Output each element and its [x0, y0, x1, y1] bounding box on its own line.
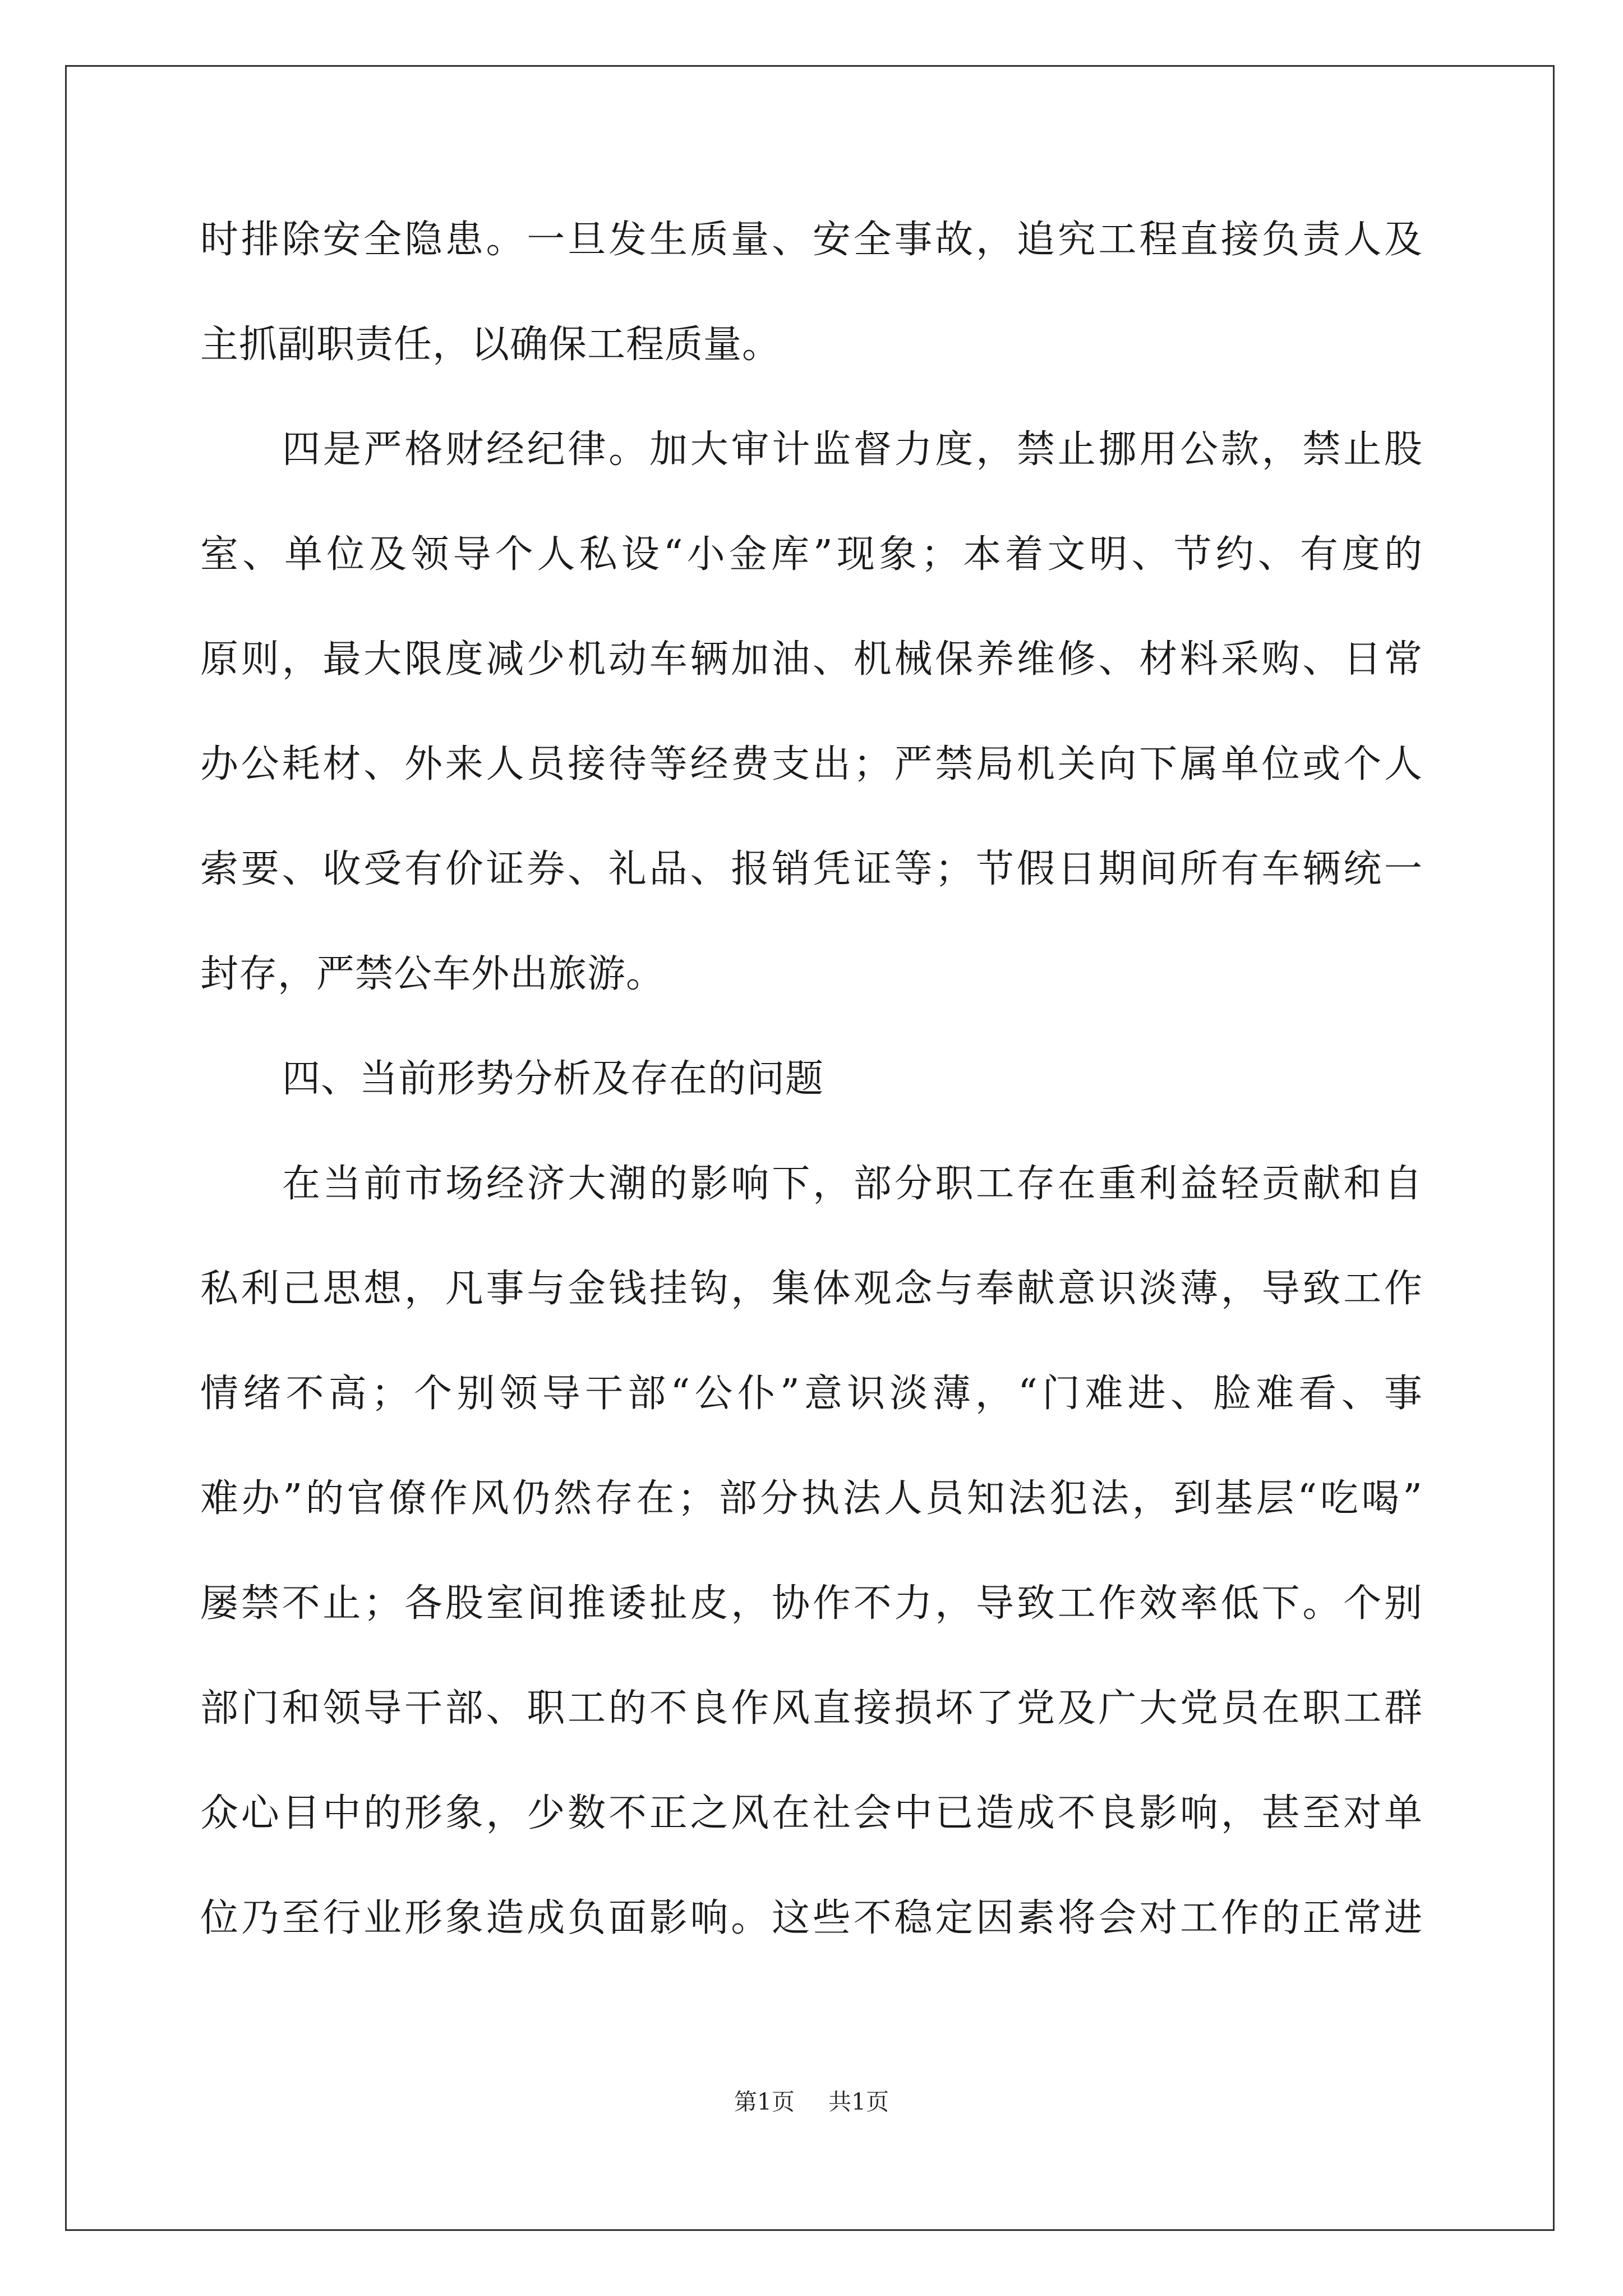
- document-body: [200, 212, 1423, 1995]
- text-line: 索要、收受有价证券、礼品、报销凭证等；节假日期间所有车辆统一: [200, 847, 1423, 891]
- paragraph-start-line: 在当前市场经济大潮的影响下，部分职工存在重利益轻贡献和自: [282, 1162, 1423, 1206]
- paragraph-start-line: 四是严格财经纪律。加大审计监督力度，禁止挪用公款，禁止股: [282, 427, 1423, 472]
- text-line: 部门和领导干部、职工的不良作风直接损坏了党及广大党员在职工群: [200, 1686, 1423, 1731]
- text-line: 私利己思想，凡事与金钱挂钩，集体观念与奉献意识淡薄，导致工作: [200, 1267, 1423, 1311]
- text-line: 众心目中的形象，少数不正之风在社会中已造成不良影响，甚至对单: [200, 1791, 1423, 1835]
- text-line: 位乃至行业形象造成负面影响。这些不稳定因素将会对工作的正常进: [200, 1896, 1423, 1940]
- text-line: 屡禁不止；各股室间推诿扯皮，协作不力，导致工作效率低下。个别: [200, 1581, 1423, 1626]
- text-line: 难办”的官僚作风仍然存在；部分执法人员知法犯法，到基层“吃喝”: [200, 1476, 1423, 1521]
- page-number: 第1页: [734, 2088, 795, 2115]
- text-line: 时排除安全隐患。一旦发生质量、安全事故，追究工程直接负责人及: [200, 218, 1423, 262]
- text-line: 办公耗材、外来人员接待等经费支出；严禁局机关向下属单位或个人: [200, 742, 1423, 786]
- text-line: 主抓副职责任，以确保工程质量。: [200, 323, 781, 367]
- page-footer: [0, 2088, 1623, 2116]
- text-line: 情绪不高；个别领导干部“公仆”意识淡薄，“门难进、脸难看、事: [200, 1372, 1423, 1416]
- text-line: 封存，严禁公车外出旅游。: [200, 952, 665, 996]
- page-count: 共1页: [828, 2088, 889, 2115]
- section-heading: 四、当前形势分析及存在的问题: [282, 1057, 824, 1101]
- text-line: 原则，最大限度减少机动车辆加油、机械保养维修、材料采购、日常: [200, 637, 1423, 682]
- text-line: 室、单位及领导个人私设“小金库”现象；本着文明、节约、有度的: [200, 532, 1423, 577]
